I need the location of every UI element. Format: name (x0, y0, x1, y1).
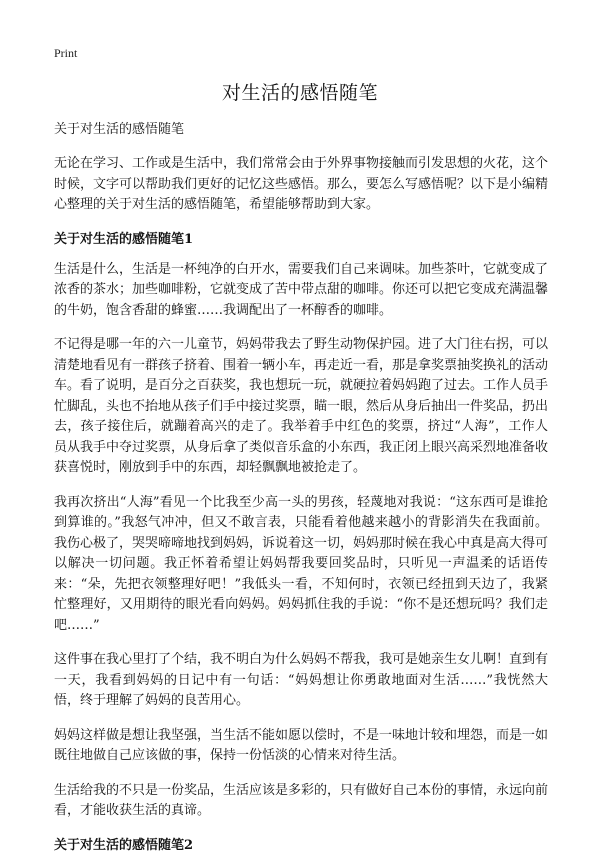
section-heading-2: 关于对生活的感悟随笔2 (54, 837, 194, 853)
section-1-paragraph-5: 妈妈这样做是想让我坚强，当生活不能如愿以偿时，不是一味地计较和埋怨，而是一如既往地做自己应该做的事，保持一份恬淡的心情来对待生活。 (54, 727, 549, 763)
page-title: 对生活的感悟随笔 (221, 82, 378, 104)
section-1-paragraph-2: 不记得是哪一年的六一儿童节，妈妈带我去了野生动物保护园。进了大门往右拐，可以清楚地看见有一群孩子挤着、围着一辆小车，再走近一看，那是拿奖票抽奖换礼的活动车。看了说明，是百分之百获奖，我也想玩一玩，就硬拉着妈妈跑了过去。工作人员手忙脚乱，头也不抬地从孩子们手中接过奖票，瞄一眼，然后从身后抽出一件奖品，扔出去，孩子接住后，就蹦着高兴的走了。我举着手中红色的奖票，挤过“人海”，工作人员从我手中夺过奖票，从身后拿了类似音乐盒的小东西，我正闭上眼兴高采烈地准备收获喜悦时，刚放到手中的东西，却轻飘飘地被抢走了。 (54, 337, 549, 475)
article-body (54, 120, 548, 866)
section-1-paragraph-4: 这件事在我心里打了个结，我不明白为什么妈妈不帮我，我可是她亲生女儿啊！直到有一天，我看到妈妈的日记中有一句话：“妈妈想让你勇敢地面对生活……”我恍然大悟，终于理解了妈妈的良苦用心。 (54, 652, 549, 708)
section-heading-1: 关于对生活的感悟随笔1 (54, 231, 194, 247)
print-link[interactable]: Print (54, 46, 78, 60)
section-1-paragraph-1: 生活是什么，生活是一杯纯净的白开水，需要我们自己来调味。加些茶叶，它就变成了浓香的茶水；加些咖啡粉，它就变成了苦中带点甜的咖啡。你还可以把它变成充满温馨的牛奶，饱含香甜的蜂蜜……我调配出了一杯醇香的咖啡。 (54, 261, 549, 318)
section-1-paragraph-6: 生活给我的不只是一份奖品，生活应该是多彩的，只有做好自己本份的事情，永远向前看，才能收获生活的真谛。 (54, 782, 549, 818)
intro-paragraph: 无论在学习、工作或是生活中，我们常常会由于外界事物接触而引发思想的火花，这个时候，文字可以帮助我们更好的记忆这些感悟。那么，要怎么写感悟呢？以下是小编精心整理的关于对生活的感悟随笔，希望能够帮助到大家。 (54, 156, 549, 212)
section-1-paragraph-3: 我再次挤出“人海”看见一个比我至少高一头的男孩，轻蔑地对我说：“这东西可是谁抢到算谁的。”我怒气冲冲，但又不敢言表，只能看着他越来越小的背影消失在我面前。我伤心极了，哭哭啼啼地找到妈妈，诉说着这一切，妈妈那时候在我心中真是高大得可以解决一切问题。我正怀着希望让妈妈帮我要回奖品时，只听见一声温柔的话语传来：“朵，先把衣领整理好吧！”我低头一看，不知何时，衣领已经扭到天边了，我紧忙整理好，又用期待的眼光看向妈妈。妈妈抓住我的手说：“你不是还想玩吗？我们走吧……” (54, 494, 549, 633)
article-subtitle: 关于对生活的感悟随笔 (54, 122, 185, 137)
